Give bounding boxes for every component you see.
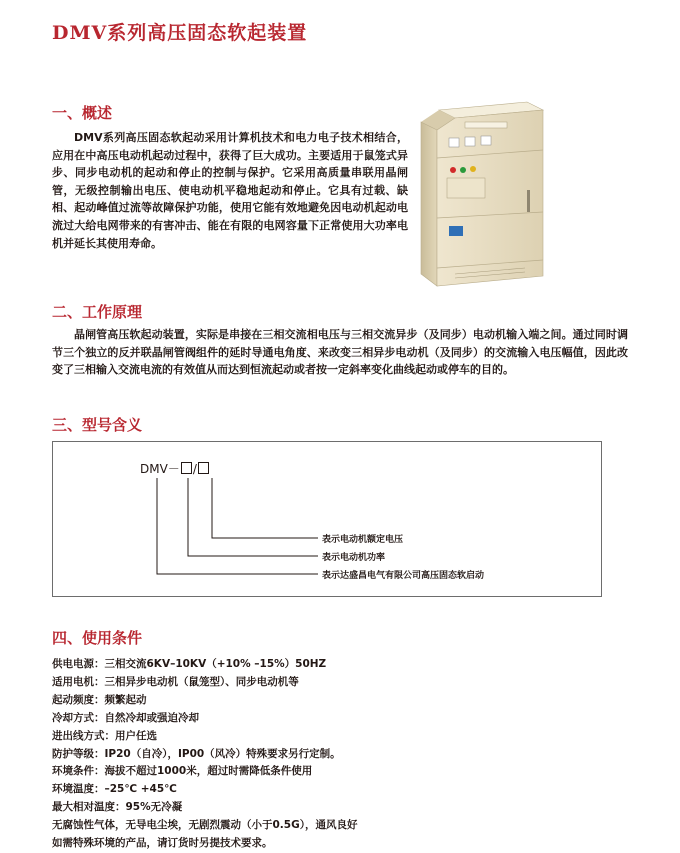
list-item: 进出线方式：用户任选	[52, 729, 157, 742]
model-separator: /	[192, 462, 197, 476]
section-heading-conditions: 四、使用条件	[52, 629, 143, 647]
leader-line-voltage	[212, 478, 318, 538]
list-item: 起动频度：频繁起动	[52, 693, 147, 706]
list-item: 环境温度：–25℃ +45℃	[52, 783, 177, 796]
list-item: 防护等级：IP20（自冷），IP00（风冷）特殊要求另行定制。	[52, 747, 341, 760]
list-item: 供电电源：三相交流6KV–10KV（+10% –15%）50HZ	[52, 658, 327, 670]
list-item: 无腐蚀性气体，无导电尘埃，无剧烈震动（小于0.5G），通风良好	[52, 819, 358, 832]
section-heading-overview: 一、概述	[52, 104, 113, 122]
list-item: 冷却方式：自然冷却或强迫冷却	[52, 711, 199, 724]
leader-line-power	[188, 478, 318, 556]
list-item: 最大相对温度：95%无冷凝	[52, 801, 183, 814]
section-heading-model: 三、型号含义	[52, 416, 143, 434]
legend-power: 表示电动机功率	[322, 553, 386, 563]
page-title: DMV系列高压固态软起装置	[52, 22, 308, 44]
overview-paragraph: DMV系列高压固态软起动采用计算机技术和电力电子技术相结合，应用在中高压电动机起动过程中，获得了巨大成功。主要适用于鼠笼式异步、同步电动机的起动和停止的控制与保护。它采用高质量串联用晶闸管，无级控制输出电压、使电动机平稳地起动和停止。它具有过载、缺相、起动峰值过流等故障保护功能，使用它能有效地避免因电动机起动电流过大给电网带来的有害冲击、能在有限的电网容量下正常使用大功率电机并延长其使用寿命。	[52, 131, 408, 250]
list-item: 如需特殊环境的产品，请订货时另提技术要求。	[52, 837, 273, 850]
model-prefix: DMV－	[140, 462, 180, 476]
list-item: 适用电机：三相异步电动机（鼠笼型）、同步电动机等	[52, 675, 299, 688]
list-item: 环境条件：海拔不超过1000米，超过时需降低条件使用	[52, 765, 313, 778]
section-heading-principle: 二、工作原理	[52, 303, 143, 321]
leader-line-company	[157, 478, 318, 574]
legend-company: 表示达盛昌电气有限公司高压固态软启动	[322, 571, 485, 581]
conditions-list	[52, 656, 357, 853]
legend-voltage: 表示电动机额定电压	[322, 535, 404, 545]
principle-paragraph: 晶闸管高压软起动装置，实际是串接在三相交流相电压与三相交流异步（及同步）电动机输入端之间。通过同时调节三个独立的反并联晶闸管阀组件的延时导通电角度、来改变三相异步电动机（及同步）的交流输入电压幅值，因此改变了三相输入交流电流的有效值从而达到恒流起动或者按一定斜率变化曲线起动或停车的目的。	[52, 328, 628, 377]
